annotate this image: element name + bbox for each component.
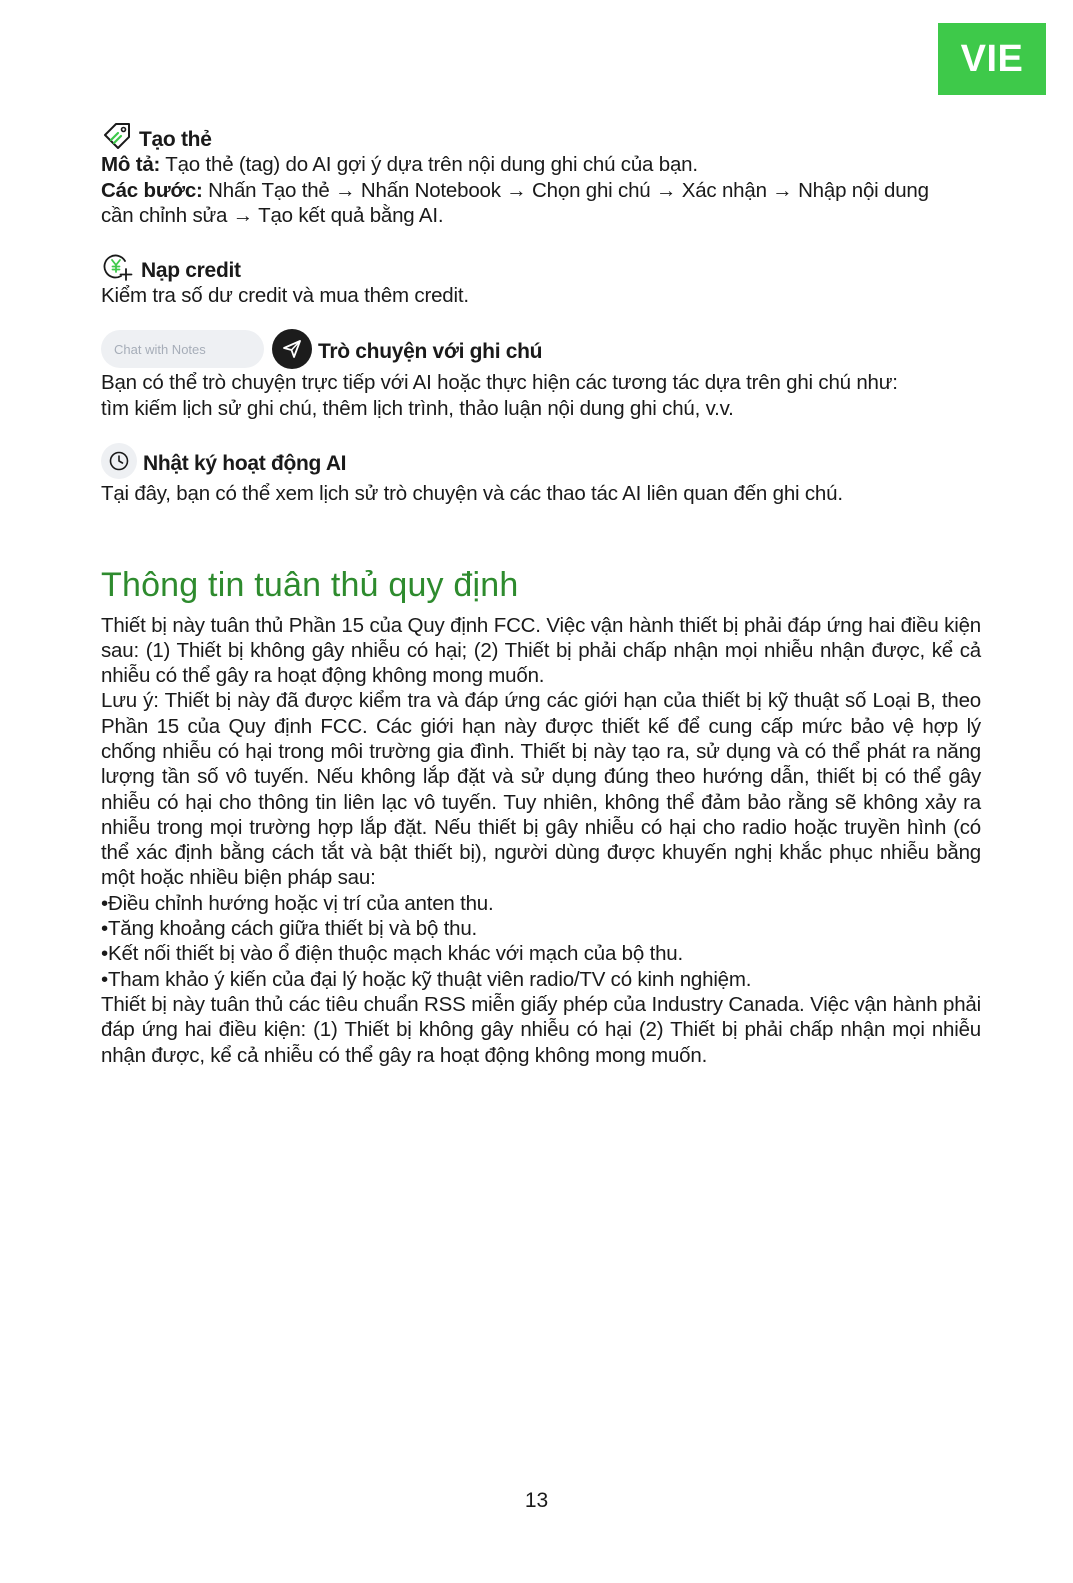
feature-log-title: Nhật ký hoạt động AI [143, 452, 347, 475]
feature-log [101, 441, 981, 507]
feature-chat-text-1: Bạn có thể trò chuyện trực tiếp với AI hoặc thực hiện các tương tác dựa trên ghi chú như: [101, 371, 898, 394]
compliance-bullet: •Tham khảo ý kiến của đại lý hoặc kỹ thuật viên radio/TV có kinh nghiệm. [101, 967, 752, 991]
page-content [101, 118, 981, 1068]
feature-credit [101, 249, 981, 309]
tag-icon [101, 122, 133, 152]
send-icon [281, 338, 303, 360]
feature-tag-title: Tạo thẻ [139, 128, 212, 151]
compliance-paragraph-1: Thiết bị này tuân thủ Phần 15 của Quy định FCC. Việc vận hành thiết bị phải đáp ứng hai điều kiện sau: (1) Thiết bị không gây nhiễu có hại; (2) Thiết bị phải chấp nhận mọi nhiễu nhận được, kể cả nhiễu có thể gây ra hoạt động không mong muốn. [101, 613, 981, 688]
description-label: Mô tả: [101, 153, 161, 176]
feature-chat-title: Trò chuyện với ghi chú [318, 340, 543, 363]
compliance-paragraph-2: Lưu ý: Thiết bị này đã được kiểm tra và đáp ứng các giới hạn của thiết bị kỹ thuật số Loại B, theo Phần 15 của Quy định FCC. Các giới hạn này được thiết kế để cung cấp mức bảo vệ hợp lý chống nhiễu có hại trong môi trường gia đình. Thiết bị này tạo ra, sử dụng và có thể phát ra năng lượng tần số vô tuyến. Nếu không lắp đặt và sử dụng đúng theo hướng dẫn, thiết bị có thể gây nhiễu có hại cho thông tin liên lạc vô tuyến. Tuy nhiên, không thể đảm bảo rằng sẽ không xảy ra nhiễu trong mọi trường hợp lắp đặt. Nếu thiết bị gây nhiễu có hại cho radio hoặc truyền hình (có thể xác định bằng cách tắt và bật thiết bị), người dùng được khuyến nghị khắc phục nhiễu bằng một hoặc nhiều biện pháp sau: [101, 689, 981, 890]
send-button[interactable] [272, 329, 312, 369]
feature-tag-steps [101, 178, 981, 204]
language-badge: VIE [938, 23, 1046, 95]
compliance-bullet: •Kết nối thiết bị vào ổ điện thuộc mạch khác với mạch của bộ thu. [101, 942, 683, 966]
clock-icon [108, 450, 130, 472]
compliance-bullet: •Điều chỉnh hướng hoặc vị trí của anten thu. [101, 891, 494, 915]
activity-log-button[interactable] [101, 443, 137, 479]
steps-label: Các bước: [101, 178, 203, 202]
feature-chat [101, 328, 981, 421]
feature-chat-text-2: tìm kiếm lịch sử ghi chú, thêm lịch trình, thảo luận nội dung ghi chú, v.v. [101, 396, 734, 420]
description-text: Tạo thẻ (tag) do AI gợi ý dựa trên nội dung ghi chú của bạn. [160, 153, 698, 176]
steps-text: Nhấn Tạo thẻ → Nhấn Notebook → Chọn ghi chú → Xác nhận → Nhập nội dung [202, 178, 929, 202]
feature-log-text: Tại đây, bạn có thể xem lịch sử trò chuyện và các thao tác AI liên quan đến ghi chú. [101, 482, 843, 505]
feature-tag [101, 118, 981, 229]
compliance-title: Thông tin tuân thủ quy định [101, 565, 519, 604]
chat-with-notes-input[interactable]: Chat with Notes [101, 330, 264, 368]
compliance-bullet: •Tăng khoảng cách giữa thiết bị và bộ thu. [101, 917, 478, 941]
feature-tag-steps-cont: cần chỉnh sửa → Tạo kết quả bằng AI. [101, 204, 444, 227]
feature-credit-text: Kiểm tra số dư credit và mua thêm credit. [101, 283, 469, 307]
feature-chat-heading [101, 328, 981, 370]
feature-tag-heading [101, 118, 981, 152]
feature-credit-heading [101, 249, 981, 283]
feature-tag-description [101, 152, 981, 178]
compliance-paragraph-3: Thiết bị này tuân thủ các tiêu chuẩn RSS miễn giấy phép của Industry Canada. Việc vận hành phải đáp ứng hai điều kiện: (1) Thiết bị không gây nhiễu có hại (2) Thiết bị phải chấp nhận mọi nhiễu nhận được, kể cả nhiễu có thể gây ra hoạt động không mong muốn. [101, 992, 981, 1067]
credit-topup-icon [101, 251, 135, 283]
feature-credit-title: Nạp credit [141, 258, 241, 282]
page-number: 13 [524, 1489, 549, 1512]
feature-log-heading [101, 441, 981, 481]
